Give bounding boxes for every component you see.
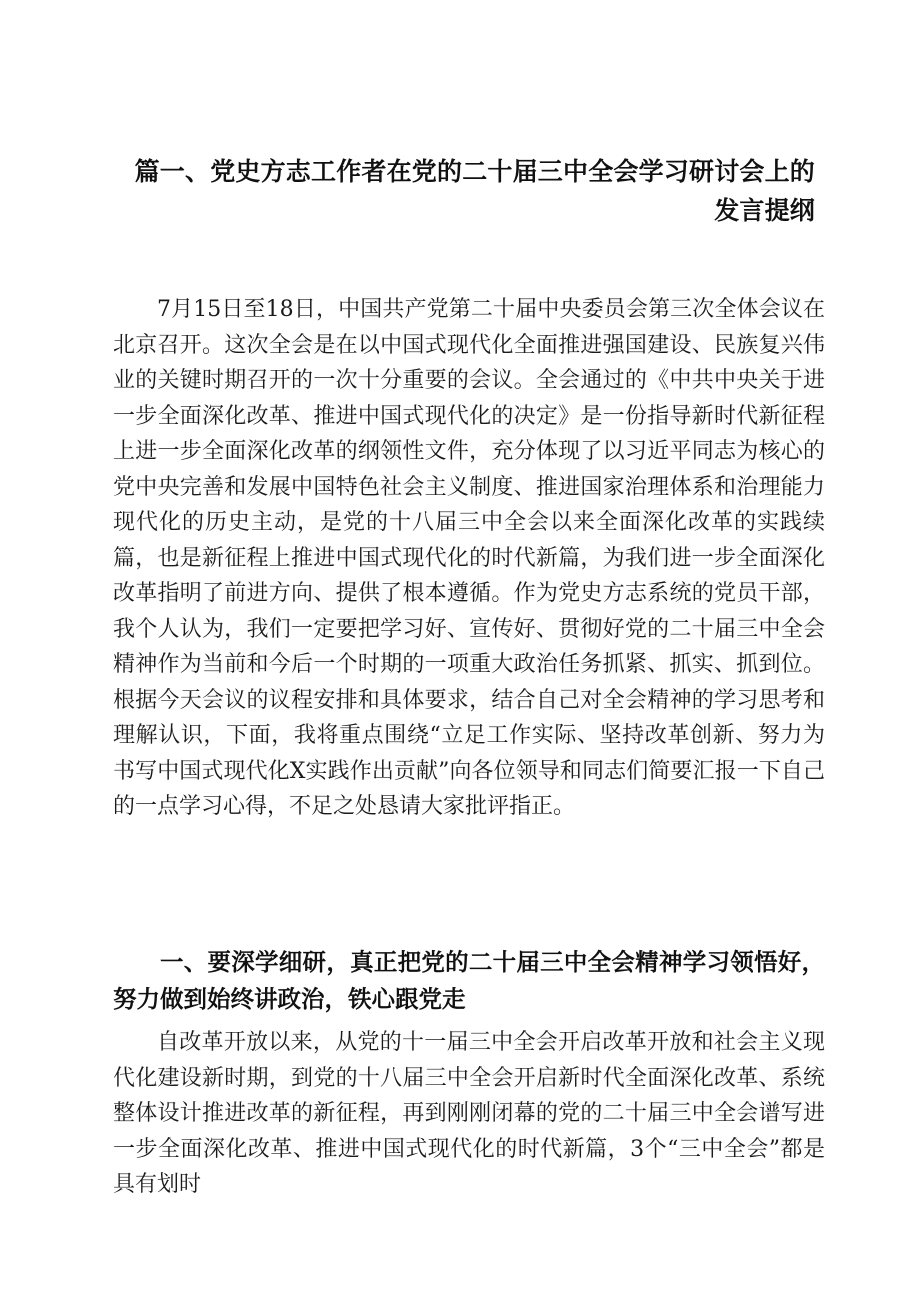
document-title-line-2: 发言提纲 — [714, 196, 815, 225]
section-heading-1: 一、要深学细研，真正把党的二十届三中全会精神学习领悟好，努力做到始终讲政治，铁心跟党走 — [113, 948, 825, 1013]
section-1-paragraph: 自改革开放以来，从党的十一届三中全会开启改革开放和社会主义现代化建设新时期，到党的十八届三中全会开启新时代全面深化改革、系统整体设计推进改革的新征程，再到刚刚闭幕的党的二十届三中全会谱写进一步全面深化改革、推进中国式现代化的时代新篇，3个“三中全会”都是具有划时 — [113, 1030, 825, 1197]
document-title-line-1: 篇一、党史方志工作者在党的二十届三中全会学习研讨会上的 — [134, 157, 815, 186]
document-title — [120, 152, 815, 230]
intro-paragraph: 7月15日至18日，中国共产党第二十届中央委员会第三次全体会议在北京召开。这次全会是在以中国式现代化全面推进强国建设、民族复兴伟业的关键时期召开的一次十分重要的会议。全会通过的《中共中央关于进一步全面深化改革、推进中国式现代化的决定》是一份指导新时代新征程上进一步全面深化改革的纲领性文件，充分体现了以习近平同志为核心的党中央完善和发展中国特色社会主义制度、推进国家治理体系和治理能力现代化的历史主动，是党的十八届三中全会以来全面深化改革的实践续篇，也是新征程上推进中国式现代化的时代新篇，为我们进一步全面深化改革指明了前进方向、提供了根本遵循。作为党史方志系统的党员干部，我个人认为，我们一定要把学习好、宣传好、贯彻好党的二十届三中全会精神作为当前和今后一个时期的一项重大政治任务抓紧、抓实、抓到位。根据今天会议的议程安排和具体要求，结合自己对全会精神的学习思考和理解认识，下面，我将重点围绕“立足工作实际、坚持改革创新、努力为书写中国式现代化X实践作出贡献”向各位领导和同志们简要汇报一下自己的一点学习心得，不足之处恳请大家批评指正。 — [113, 297, 825, 819]
